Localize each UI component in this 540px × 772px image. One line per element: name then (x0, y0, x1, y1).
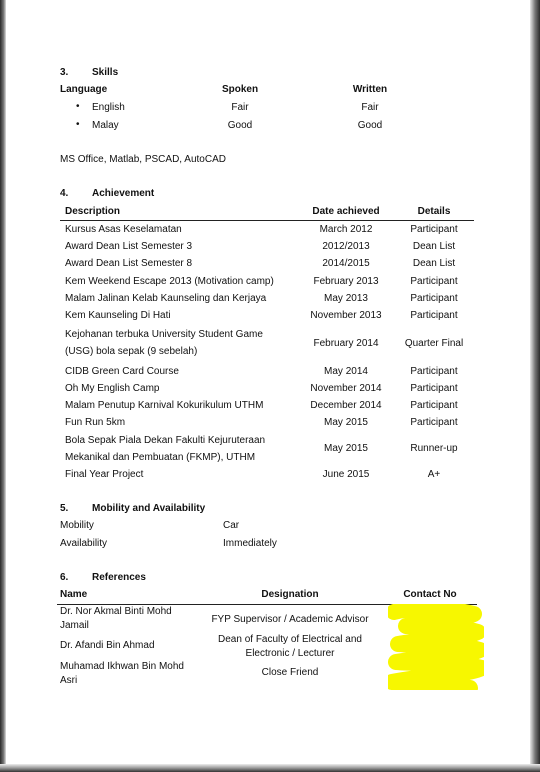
achievement-details: Participant (410, 293, 458, 304)
achievement-header-date: Date achieved (312, 206, 380, 217)
page-edge-left (0, 0, 6, 772)
achievement-date: May 2015 (324, 443, 368, 454)
achievement-description: Malam Jalinan Kelab Kaunseling dan Kerjaya (65, 293, 267, 304)
skills-header-spoken: Spoken (221, 84, 259, 95)
reference-name: Dr. Afandi Bin Ahmad (60, 640, 155, 651)
references-header-name: Name (60, 589, 88, 600)
achievement-details: Runner-up (410, 443, 458, 454)
achievement-description: Kem Kaunseling Di Hati (65, 310, 171, 321)
references-header-contact: Contact No (403, 589, 457, 600)
achievement-description: Kem Weekend Escape 2013 (Motivation camp) (65, 276, 274, 287)
bullet-icon: • (76, 101, 80, 112)
achievement-date: 2012/2013 (322, 241, 370, 252)
achievement-header-details: Details (417, 206, 451, 217)
reference-designation: Dean of Faculty of Electrical and Electronic / Lecturer (218, 634, 362, 659)
reference-name: Muhamad Ikhwan Bin Mohd Asri (60, 661, 184, 686)
achievement-description: Award Dean List Semester 8 (65, 258, 193, 269)
achievement-section-number: 4. (60, 188, 69, 199)
references-header-designation: Designation (261, 589, 319, 600)
achievement-details: Participant (410, 224, 458, 235)
availability-label: Availability (60, 538, 108, 549)
achievement-date: June 2015 (322, 469, 370, 480)
language-name: English (92, 102, 125, 113)
achievement-description: Fun Run 5km (65, 417, 126, 428)
achievement-section-title: Achievement (92, 188, 155, 199)
achievement-date: 2014/2015 (322, 258, 370, 269)
achievement-description: Final Year Project (65, 469, 144, 480)
page-edge-bottom (0, 764, 540, 772)
language-name: Malay (92, 120, 119, 131)
mobility-label: Mobility (60, 520, 94, 531)
achievement-details: Participant (410, 276, 458, 287)
achievement-description: Kursus Asas Keselamatan (65, 224, 182, 235)
achievement-description: Oh My English Camp (65, 383, 160, 394)
achievement-description: Award Dean List Semester 3 (65, 241, 193, 252)
mobility-section-title: Mobility and Availability (92, 503, 206, 514)
achievement-date: November 2014 (310, 383, 382, 394)
references-section-title: References (92, 572, 146, 583)
page-edge-right (530, 0, 540, 772)
skills-header-language: Language (60, 84, 108, 95)
language-written: Fair (361, 102, 379, 113)
achievement-description: Bola Sepak Piala Dekan Fakulti Kejuruteraan Mekanikal dan Pembuatan (FKMP), UTHM (65, 435, 266, 463)
achievement-details: Quarter Final (404, 338, 464, 349)
achievement-description: Malam Penutup Karnival Kokurikulum UTHM (65, 400, 264, 411)
achievement-date: December 2014 (310, 400, 382, 411)
achievement-description: Kejohanan terbuka University Student Game (USG) bola sepak (9 sebelah) (65, 329, 263, 357)
skills-header-written: Written (352, 84, 388, 95)
achievement-header-description: Description (65, 206, 121, 217)
achievement-date: February 2013 (313, 276, 379, 287)
reference-designation: Close Friend (261, 667, 319, 678)
achievement-date: February 2014 (313, 338, 379, 349)
bullet-icon: • (76, 119, 80, 130)
achievement-date: May 2015 (324, 417, 368, 428)
achievement-date: May 2014 (324, 366, 368, 377)
achievement-date: November 2013 (310, 310, 382, 321)
mobility-value: Car (223, 520, 240, 531)
availability-value: Immediately (223, 538, 277, 549)
redaction-highlight (388, 604, 484, 690)
skills-section-number: 3. (60, 67, 69, 78)
achievement-date: March 2012 (319, 224, 373, 235)
achievement-details: A+ (427, 469, 441, 480)
achievement-details: Participant (410, 383, 458, 394)
achievement-details: Participant (410, 366, 458, 377)
achievement-header-divider (60, 220, 474, 221)
references-section-number: 6. (60, 572, 69, 583)
achievement-description: CIDB Green Card Course (65, 366, 179, 377)
achievement-details: Participant (410, 310, 458, 321)
language-spoken: Fair (231, 102, 249, 113)
achievement-date: May 2013 (324, 293, 368, 304)
software-skills: MS Office, Matlab, PSCAD, AutoCAD (60, 154, 226, 165)
reference-designation: FYP Supervisor / Academic Advisor (211, 614, 369, 625)
reference-name: Dr. Nor Akmal Binti Mohd Jamail (60, 606, 172, 631)
achievement-details: Participant (410, 400, 458, 411)
mobility-section-number: 5. (60, 503, 69, 514)
language-written: Good (357, 120, 383, 131)
achievement-details: Participant (410, 417, 458, 428)
language-spoken: Good (227, 120, 253, 131)
achievement-details: Dean List (412, 241, 456, 252)
skills-section-title: Skills (92, 67, 119, 78)
achievement-details: Dean List (412, 258, 456, 269)
